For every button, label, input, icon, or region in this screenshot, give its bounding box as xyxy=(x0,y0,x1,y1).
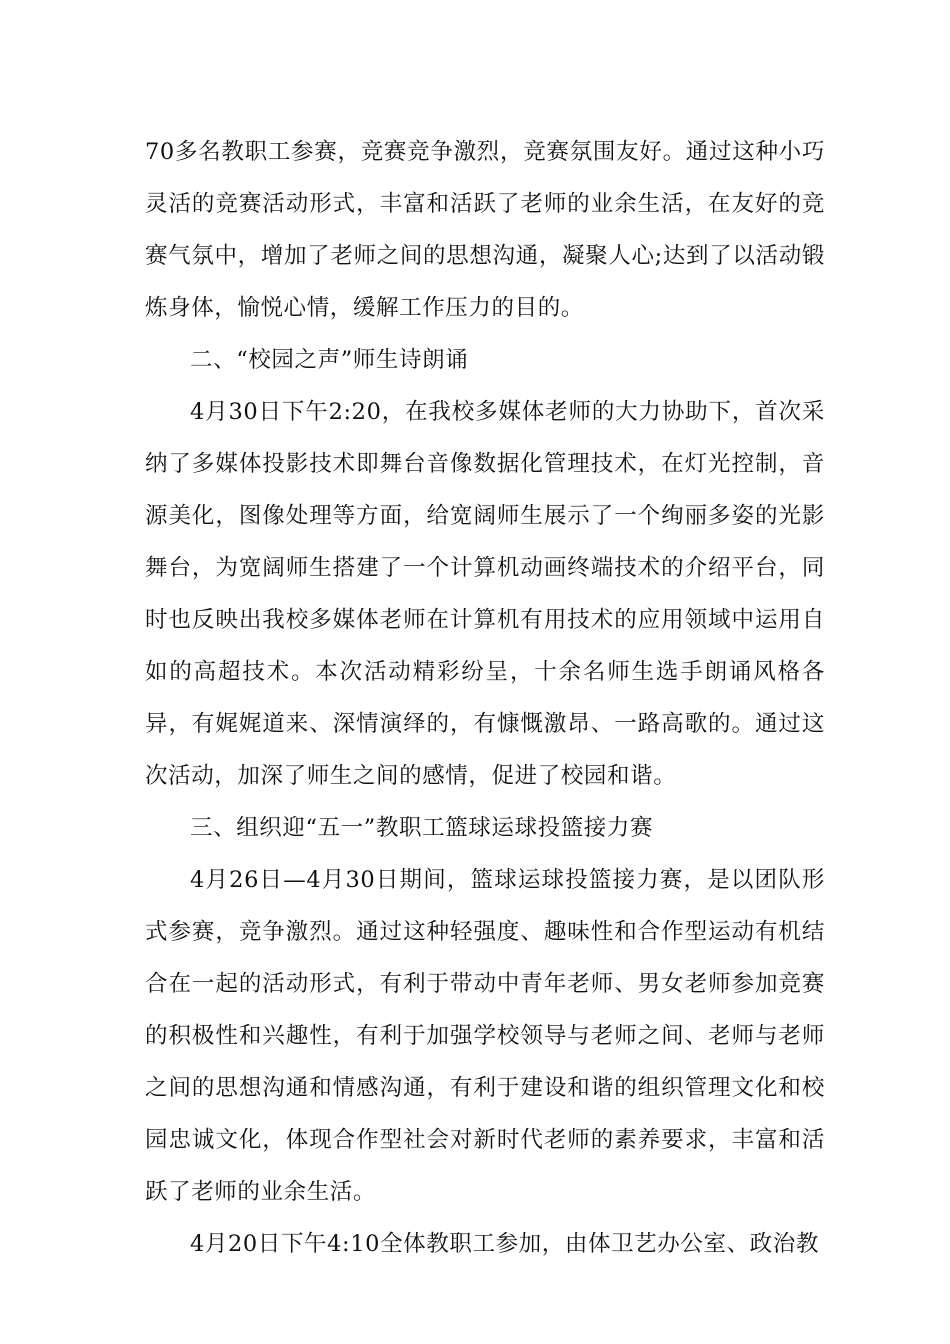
document-body xyxy=(145,126,825,1270)
paragraph-basketball-relay: 4月26日—4月30日期间，篮球运球投篮接力赛，是以团队形式参赛，竞争激烈。通过这种轻强度、趣味性和合作型运动有机结合在一起的活动形式，有利于带动中青年老师、男女老师参加竞赛的积极性和兴趣性，有利于加强学校领导与老师之间、老师与老师之间的思想沟通和情感沟通，有利于建设和谐的组织管理文化和校园忠诚文化，体现合作型社会对新时代老师的素养要求，丰富和活跃了老师的业余生活。 xyxy=(145,867,825,1205)
paragraph-poetry-recital: 4月30日下午2:20，在我校多媒体老师的大力协助下，首次采纳了多媒体投影技术即舞台音像数据化管理技术，在灯光控制，音源美化，图像处理等方面，给宽阔师生展示了一个绚丽多姿的光影舞台，为宽阔师生搭建了一个计算机动画终端技术的介绍平台，同时也反映出我校多媒体老师在计算机有用技术的应用领域中运用自如的高超技术。本次活动精彩纷呈，十余名师生选手朗诵风格各异，有娓娓道来、深情演绎的，有慷慨激昂、一路高歌的。通过这次活动，加深了师生之间的感情，促进了校园和谐。 xyxy=(145,399,825,789)
paragraph-competition-summary: 70多名教职工参赛，竞赛竞争激烈，竞赛氛围友好。通过这种小巧灵活的竞赛活动形式，丰富和活跃了老师的业余生活，在友好的竞赛气氛中，增加了老师之间的思想沟通，凝聚人心;达到了以活动锻炼身体，愉悦心情，缓解工作压力的目的。 xyxy=(145,139,825,321)
section-heading-poetry-recital: 二、“校园之声”师生诗朗诵 xyxy=(190,347,469,373)
section-heading-basketball-relay: 三、组织迎“五一”教职工篮球运球投篮接力赛 xyxy=(190,815,654,841)
paragraph-april-20-event: 4月20日下午4:10全体教职工参加，由体卫艺办公室、政治教 xyxy=(190,1231,819,1257)
